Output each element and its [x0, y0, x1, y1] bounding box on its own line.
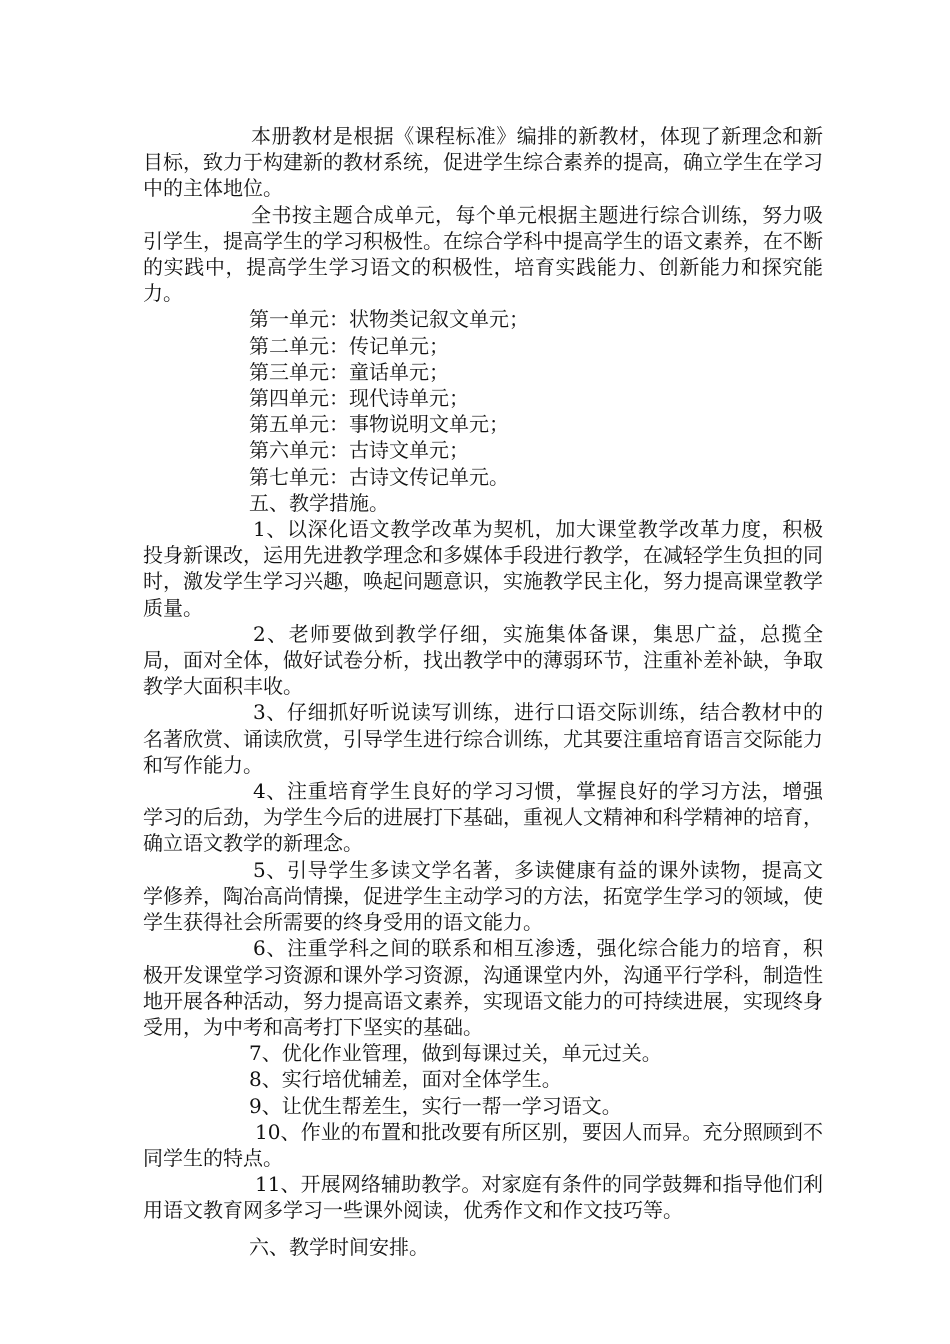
measure-5: 5、引导学生多读文学名著，多读健康有益的课外读物，提高文学修养，陶冶高尚情操，促进学生主动学习的方法，拓宽学生学习的领域，使学生获得社会所需要的终身受用的语文能力。	[143, 857, 823, 935]
measure-2: 2、老师要做到教学仔细，实施集体备课，集思广益，总揽全局，面对全体，做好试卷分析，找出教学中的薄弱环节，注重补差补缺，争取教学大面积丰收。	[143, 621, 823, 699]
unit-line-5: 第五单元：事物说明文单元；	[249, 412, 509, 437]
measure-8: 8、实行培优辅差，面对全体学生。	[249, 1067, 562, 1092]
measure-1: 1、以深化语文教学改革为契机，加大课堂教学改革力度，积极投身新课改，运用先进教学理念和多媒体手段进行教学，在减轻学生负担的同时，激发学生学习兴趣，唤起问题意识，实施教学民主化，努力提高课堂教学质量。	[143, 517, 823, 620]
measure-4: 4、注重培育学生良好的学习习惯，掌握良好的学习方法，增强学习的后劲，为学生今后的进展打下基础，重视人文精神和科学精神的培育，确立语文教学的新理念。	[143, 779, 823, 856]
measure-11: 11、开展网络辅助教学。对家庭有条件的同学鼓舞和指导他们利用语文教育网多学习一些课外阅读，优秀作文和作文技巧等。	[143, 1172, 823, 1223]
unit-line-7: 第七单元：古诗文传记单元。	[249, 464, 509, 489]
measure-7: 7、优化作业管理，做到每课过关，单元过关。	[249, 1041, 662, 1066]
measure-6: 6、注重学科之间的联系和相互渗透，强化综合能力的培育，积极开发课堂学习资源和课外学习资源，沟通课堂内外，沟通平行学科，制造性地开展各种活动，努力提高语文素养，实现语文能力的可持续进展，实现终身受用，为中考和高考打下坚实的基础。	[143, 936, 823, 1039]
measure-9: 9、让优生帮差生，实行一帮一学习语文。	[249, 1093, 622, 1118]
unit-line-1: 第一单元：状物类记叙文单元；	[249, 307, 529, 332]
section-6-heading: 六、教学时间安排。	[249, 1234, 429, 1259]
intro-paragraph-1: 本册教材是根据《课程标准》编排的新教材，体现了新理念和新目标，致力于构建新的教材系统，促进学生综合素养的提高，确立学生在学习中的主体地位。	[143, 124, 823, 201]
document-body	[143, 123, 823, 1260]
unit-line-4: 第四单元：现代诗单元；	[249, 386, 469, 411]
section-5-heading: 五、教学措施。	[249, 490, 389, 515]
unit-line-6: 第六单元：古诗文单元；	[249, 438, 469, 463]
unit-line-2: 第二单元：传记单元；	[249, 333, 449, 358]
unit-line-3: 第三单元：童话单元；	[249, 359, 449, 384]
measure-3: 3、仔细抓好听说读写训练，进行口语交际训练，结合教材中的名著欣赏、诵读欣赏，引导学生进行综合训练，尤其要注重培育语言交际能力和写作能力。	[143, 700, 823, 777]
intro-paragraph-2: 全书按主题合成单元，每个单元根据主题进行综合训练，努力吸引学生，提高学生的学习积极性。在综合学科中提高学生的语文素养，在不断的实践中，提高学生学习语文的积极性，培育实践能力、创新能力和探究能力。	[143, 202, 823, 306]
measure-10: 10、作业的布置和批改要有所区别，要因人而异。充分照顾到不同学生的特点。	[143, 1119, 823, 1170]
